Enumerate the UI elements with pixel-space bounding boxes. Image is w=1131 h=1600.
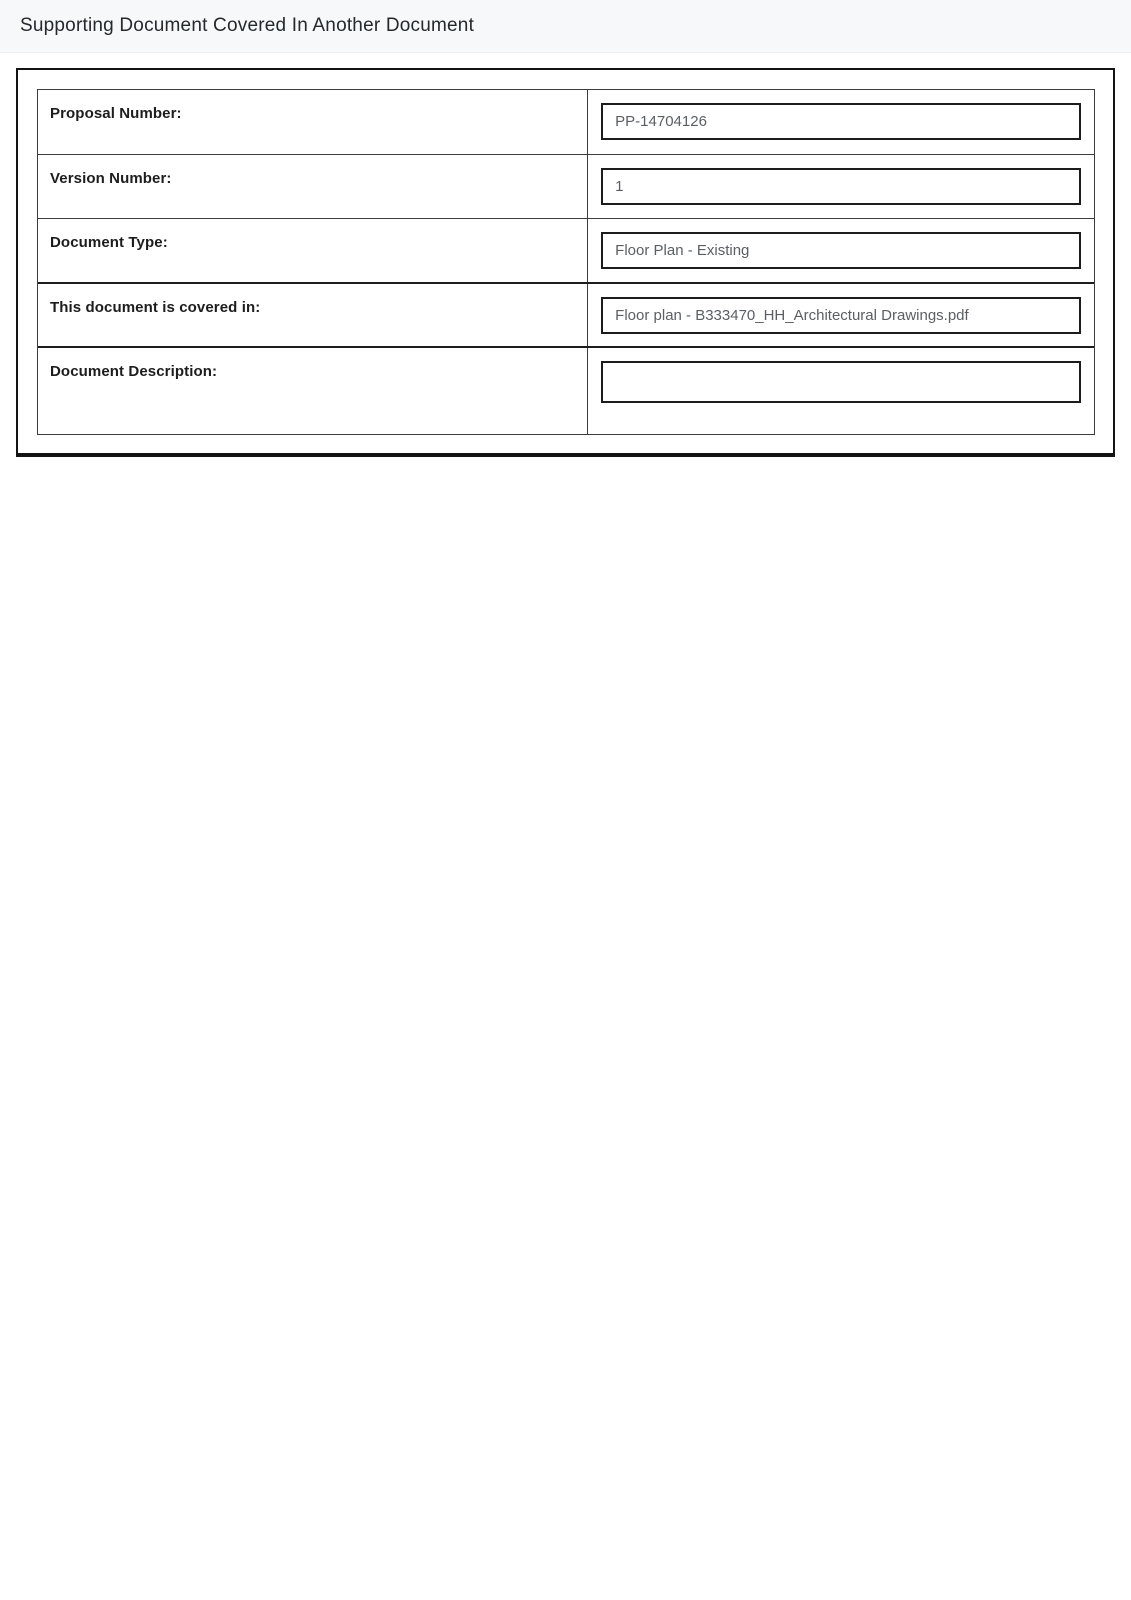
form-row-proposal-number [38, 90, 1094, 154]
value-cell [588, 284, 1094, 346]
value-cell [588, 155, 1094, 218]
value-cell [588, 90, 1094, 154]
value-cell [588, 219, 1094, 282]
proposal-number-input[interactable] [601, 103, 1081, 140]
label-cell [38, 90, 588, 154]
form-row-version-number [38, 154, 1094, 218]
document-description-label: Document Description: [50, 363, 218, 380]
version-number-label: Version Number: [50, 170, 172, 187]
document-details-table [37, 89, 1095, 435]
form-row-document-description [38, 346, 1094, 434]
label-cell [38, 348, 588, 434]
label-cell [38, 155, 588, 218]
label-cell [38, 284, 588, 346]
document-description-input[interactable] [601, 361, 1081, 403]
label-cell [38, 219, 588, 282]
value-cell [588, 348, 1094, 434]
form-row-document-type [38, 218, 1094, 282]
covered-in-input[interactable] [601, 297, 1081, 334]
covered-in-label: This document is covered in: [50, 299, 261, 316]
page-header [0, 0, 1131, 53]
form-container [16, 68, 1115, 457]
form-row-covered-in [38, 282, 1094, 346]
document-type-input[interactable] [601, 232, 1081, 269]
document-type-label: Document Type: [50, 234, 168, 251]
proposal-number-label: Proposal Number: [50, 105, 182, 122]
page-title: Supporting Document Covered In Another Document [20, 15, 475, 36]
version-number-input[interactable] [601, 168, 1081, 205]
